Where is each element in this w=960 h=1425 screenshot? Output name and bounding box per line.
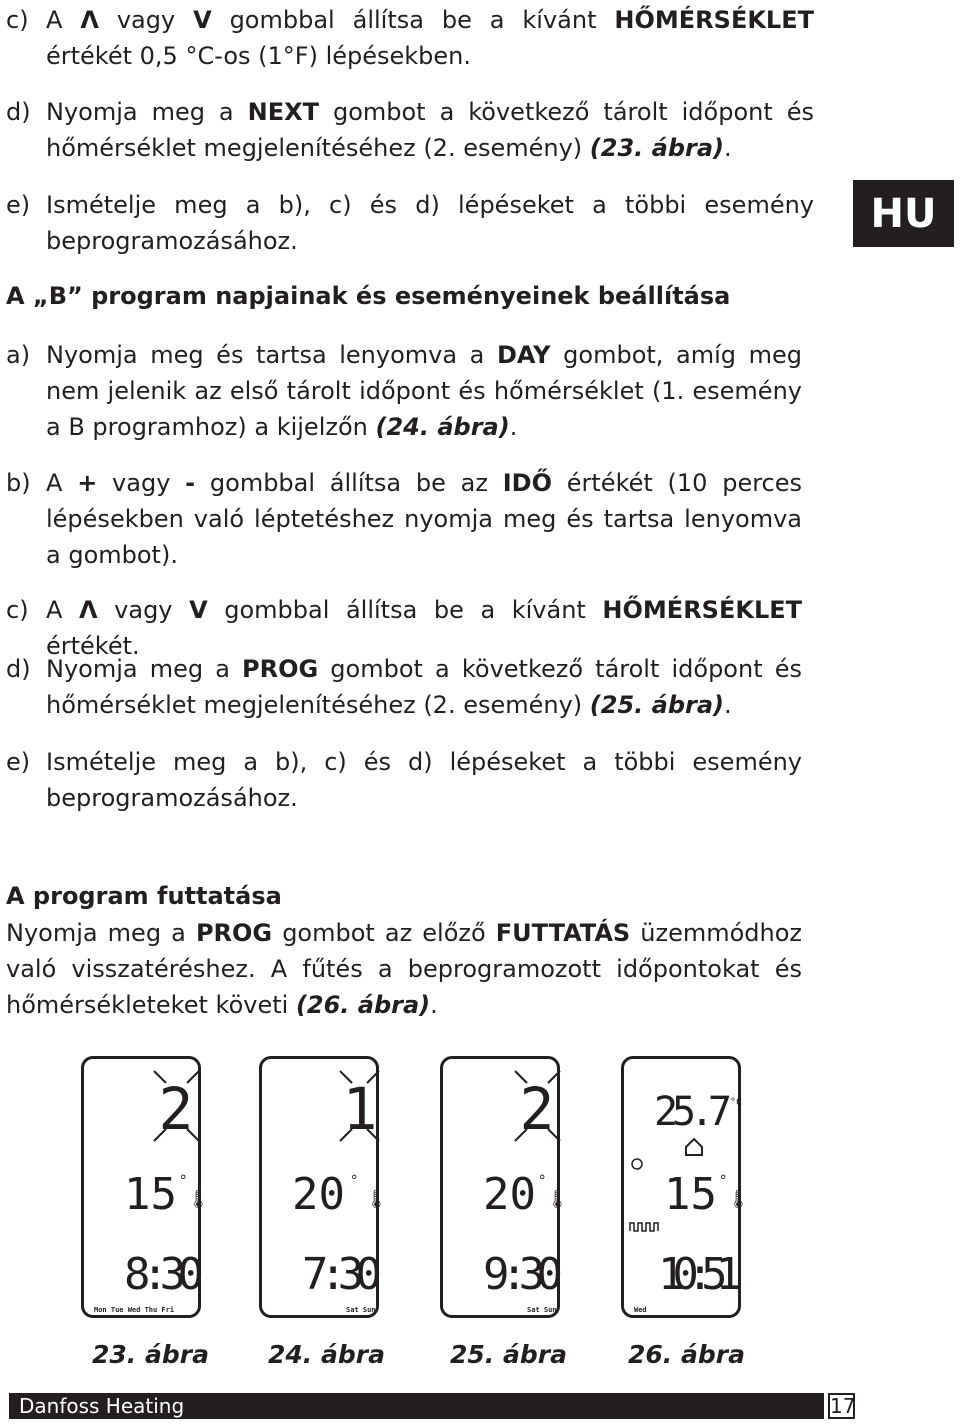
down-symbol: V <box>193 6 212 34</box>
keyword: NEXT <box>247 98 319 126</box>
text: vagy <box>97 596 190 624</box>
figure-ref: (23. ábra) <box>589 134 725 162</box>
step-label: e) <box>6 748 31 776</box>
text: gombot a következő tárolt időpont és hőmérséklet megjelenítéséhez (2. esemény) <box>46 98 814 162</box>
step-a <box>6 337 802 445</box>
section-heading-b: A „B” program napjainak és eseményeinek beállítása <box>6 282 731 310</box>
text: Nyomja meg a <box>6 919 196 947</box>
step-label: d) <box>6 655 31 683</box>
lcd-display-23 <box>81 1056 210 1318</box>
text: . <box>509 413 518 441</box>
figure-caption-24: 24. ábra <box>268 1340 385 1369</box>
step-label: d) <box>6 98 31 126</box>
text: gombbal állítsa be az <box>195 469 503 497</box>
plus-symbol: + <box>77 469 98 497</box>
home-icon <box>686 1139 702 1155</box>
text: gombot az előző <box>272 919 496 947</box>
minus-symbol: - <box>185 469 196 497</box>
run-paragraph <box>6 915 802 1023</box>
text: . <box>430 991 438 1019</box>
figure-ref: (26. ábra) <box>295 991 431 1019</box>
lcd-display-26 <box>621 1056 750 1318</box>
text: . <box>724 134 732 162</box>
text: Nyomja meg a <box>46 655 243 683</box>
step-b <box>6 465 802 573</box>
thermometer-icon: 🌡 <box>546 1189 569 1210</box>
program-profile-icon <box>630 1223 658 1231</box>
step-label: c) <box>6 596 29 624</box>
figure-caption-23: 23. ábra <box>92 1340 209 1369</box>
keyword: PROG <box>242 655 319 683</box>
degree-mark: ° <box>179 1173 188 1189</box>
thermometer-icon: 🌡 <box>727 1189 750 1210</box>
page-number: 17 <box>830 1394 856 1418</box>
figure-caption-26: 26. ábra <box>628 1340 745 1369</box>
language-badge: HU <box>853 180 954 247</box>
section-heading-run: A program futtatása <box>6 882 282 910</box>
keyword: DAY <box>496 341 551 369</box>
lcd-event-number: 1 <box>342 1075 378 1143</box>
lcd-days: Sat Sun <box>527 1306 557 1314</box>
keyword: HŐMÉRSÉKLET <box>614 6 814 34</box>
step-label: c) <box>6 6 29 34</box>
text: értékét 0,5 °C-os (1°F) lépésekben. <box>46 42 472 70</box>
up-symbol: Λ <box>79 596 98 624</box>
text: A <box>46 6 81 34</box>
text: gombbal állítsa be a kívánt <box>211 6 615 34</box>
text: gombot a következő tárolt időpont és hőmérséklet megjelenítéséhez (2. esemény) <box>46 655 802 719</box>
down-symbol: V <box>189 596 208 624</box>
keyword: IDŐ <box>502 469 552 497</box>
keyword: HŐMÉRSÉKLET <box>602 596 803 624</box>
lcd-temperature: 20 <box>292 1169 345 1220</box>
text: vagy <box>98 6 194 34</box>
lcd-days: Wed <box>634 1306 647 1314</box>
lcd-display-25 <box>440 1056 569 1318</box>
degree-mark: ° <box>350 1173 359 1189</box>
keyword: PROG <box>195 919 273 947</box>
step-d <box>6 651 802 723</box>
clock-icon <box>632 1159 642 1169</box>
footer-brand: Danfoss Heating <box>9 1393 824 1419</box>
text: A <box>46 596 79 624</box>
text: Ismételje meg a b), c) és d) lépéseket a többi esemény beprogramozásához. <box>46 748 802 812</box>
lcd-display-24 <box>259 1056 388 1318</box>
step-e <box>6 744 802 816</box>
degree-mark: ° <box>719 1173 728 1189</box>
up-symbol: Λ <box>80 6 99 34</box>
lcd-days: Sat Sun <box>346 1306 376 1314</box>
figure-caption-25: 25. ábra <box>450 1340 567 1369</box>
text: értékét (10 perces lépésekben való léptetéshez nyomja meg és tartsa lenyomva a gombot). <box>46 469 803 569</box>
lcd-temperature: 15 <box>124 1169 177 1220</box>
text: . <box>724 691 732 719</box>
lcd-temperature: 15 <box>664 1169 717 1220</box>
figure-ref: (25. ábra) <box>589 691 725 719</box>
text: gombbal állítsa be a kívánt <box>207 596 603 624</box>
text: A <box>46 469 78 497</box>
lcd-time: 10:51 <box>658 1249 742 1300</box>
thermometer-icon: 🌡 <box>187 1189 210 1210</box>
step-c-first <box>6 2 814 74</box>
text: értékét. <box>46 632 140 660</box>
lcd-time: 7:30 <box>302 1249 382 1300</box>
text: vagy <box>97 469 186 497</box>
step-d-first <box>6 94 814 166</box>
lcd-temperature: 20 <box>483 1169 536 1220</box>
text: Ismételje meg a b), c) és d) lépéseket a többi esemény beprogramozásához. <box>46 191 814 255</box>
lcd-time: 8:30 <box>124 1249 204 1300</box>
text: Nyomja meg a <box>46 98 248 126</box>
thermometer-icon: 🌡 <box>365 1189 388 1210</box>
text: gombot, amíg meg nem jelenik az első tárolt időpont és hőmérséklet (1. esemény a B programhoz) a kijelzőn <box>46 341 802 441</box>
keyword: FUTTATÁS <box>495 919 631 947</box>
lcd-days: Mon Tue Wed Thu Fri <box>94 1306 175 1314</box>
text: Nyomja meg és tartsa lenyomva a <box>46 341 497 369</box>
step-label: a) <box>6 341 31 369</box>
text: üzemmódhoz való visszatéréshez. A fűtés a beprogramozott időpontokat és hőmérsékleteket követi <box>6 919 802 1019</box>
celsius-unit: °C <box>730 1097 743 1108</box>
step-e-first <box>6 187 814 259</box>
lcd-event-number: 2 <box>158 1075 194 1143</box>
degree-mark: ° <box>538 1173 547 1189</box>
lcd-event-number: 2 <box>519 1075 555 1143</box>
step-label: e) <box>6 191 31 219</box>
step-label: b) <box>6 469 31 497</box>
lcd-room-temperature: 25.7 <box>654 1089 732 1135</box>
lcd-time: 9:30 <box>483 1249 563 1300</box>
figure-ref: (24. ábra) <box>375 413 510 441</box>
